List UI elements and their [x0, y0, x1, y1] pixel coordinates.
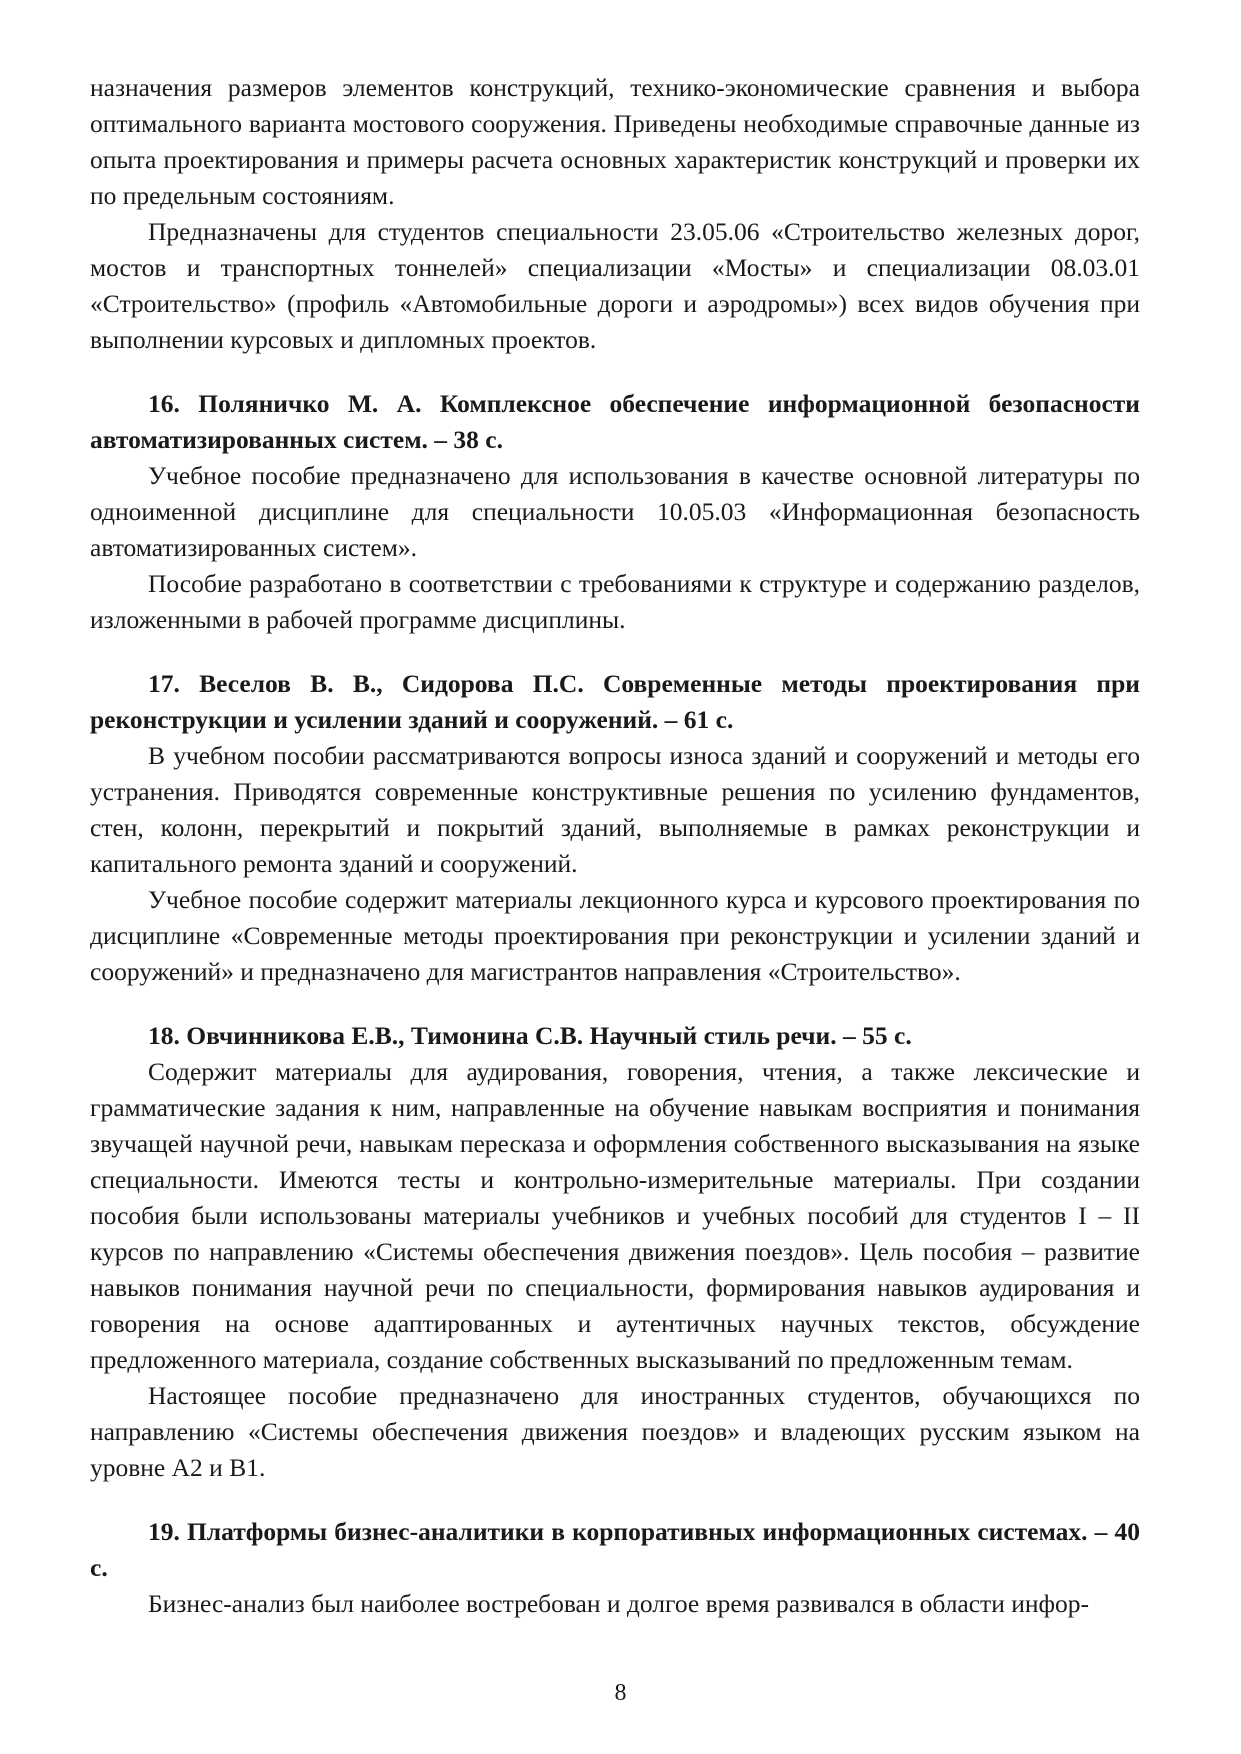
entry-16-paragraph-2: Пособие разработано в соответствии с требованиями к структуре и содержанию разделов, изложенными в рабочей программе дисциплины.	[90, 569, 1140, 634]
entry-16-heading: 16. Поляничко М. А. Комплексное обеспечение информационной безопасности автоматизированных систем. – 38 с.	[90, 389, 1140, 454]
intro-paragraph-1: назначения размеров элементов конструкций, технико-экономические сравнения и выбора оптимального варианта мостового сооружения. Приведены необходимые справочные данные из опыта проектирования и примеры расчета основных характеристик конструкций и проверки их по предельным состояниям.	[90, 73, 1140, 210]
entry-17-heading: 17. Веселов В. В., Сидорова П.С. Современные методы проектирования при реконструкции и усилении зданий и сооружений. – 61 с.	[90, 669, 1140, 734]
entry-18-paragraph-2: Настоящее пособие предназначено для иностранных студентов, обучающихся по направлению «Системы обеспечения движения поездов» и владеющих русским языком на уровне А2 и В1.	[90, 1381, 1140, 1482]
page-number: 8	[614, 1680, 627, 1706]
entry-17-paragraph-1: В учебном пособии рассматриваются вопросы износа зданий и сооружений и методы его устранения. Приводятся современные конструктивные решения по усилению фундаментов, стен, колонн, перекрытий и покрытий зданий, выполняемые в рамках реконструкции и капитального ремонта зданий и сооружений.	[90, 741, 1140, 878]
entry-19-paragraph-1: Бизнес-анализ был наиболее востребован и долгое время развивался в области инфор-	[148, 1589, 1090, 1618]
entry-18-heading: 18. Овчинникова Е.В., Тимонина С.В. Научный стиль речи. – 55 с.	[148, 1021, 912, 1050]
document-page	[90, 70, 1140, 1710]
intro-paragraph-2: Предназначены для студентов специальности 23.05.06 «Строительство железных дорог, мостов и транспортных тоннелей» специализации «Мосты» и специализации 08.03.01 «Строительство» (профиль «Автомобильные дороги и аэродромы») всех видов обучения при выполнении курсовых и дипломных проектов.	[90, 217, 1140, 354]
entry-16-paragraph-1: Учебное пособие предназначено для использования в качестве основной литературы по одноименной дисциплине для специальности 10.05.03 «Информационная безопасность автоматизированных систем».	[90, 461, 1140, 562]
entry-18-paragraph-1: Содержит материалы для аудирования, говорения, чтения, а также лексические и грамматические задания к ним, направленные на обучение навыкам восприятия и понимания звучащей научной речи, навыкам пересказа и оформления собственного высказывания на языке специальности. Имеются тесты и контрольно-измерительные материалы. При создании пособия были использованы материалы учебников и учебных пособий для студентов I – II курсов по направлению «Системы обеспечения движения поездов». Цель пособия – развитие навыков понимания научной речи по специальности, формирования навыков аудирования и говорения на основе адаптированных и аутентичных научных текстов, обсуждение предложенного материала, создание собственных высказываний по предложенным темам.	[90, 1057, 1140, 1374]
entry-19-heading: 19. Платформы бизнес-аналитики в корпоративных информационных системах. – 40 с.	[90, 1517, 1140, 1582]
entry-17-paragraph-2: Учебное пособие содержит материалы лекционного курса и курсового проектирования по дисциплине «Современные методы проектирования при реконструкции и усилении зданий и сооружений» и предназначено для магистрантов направления «Строительство».	[90, 885, 1140, 986]
